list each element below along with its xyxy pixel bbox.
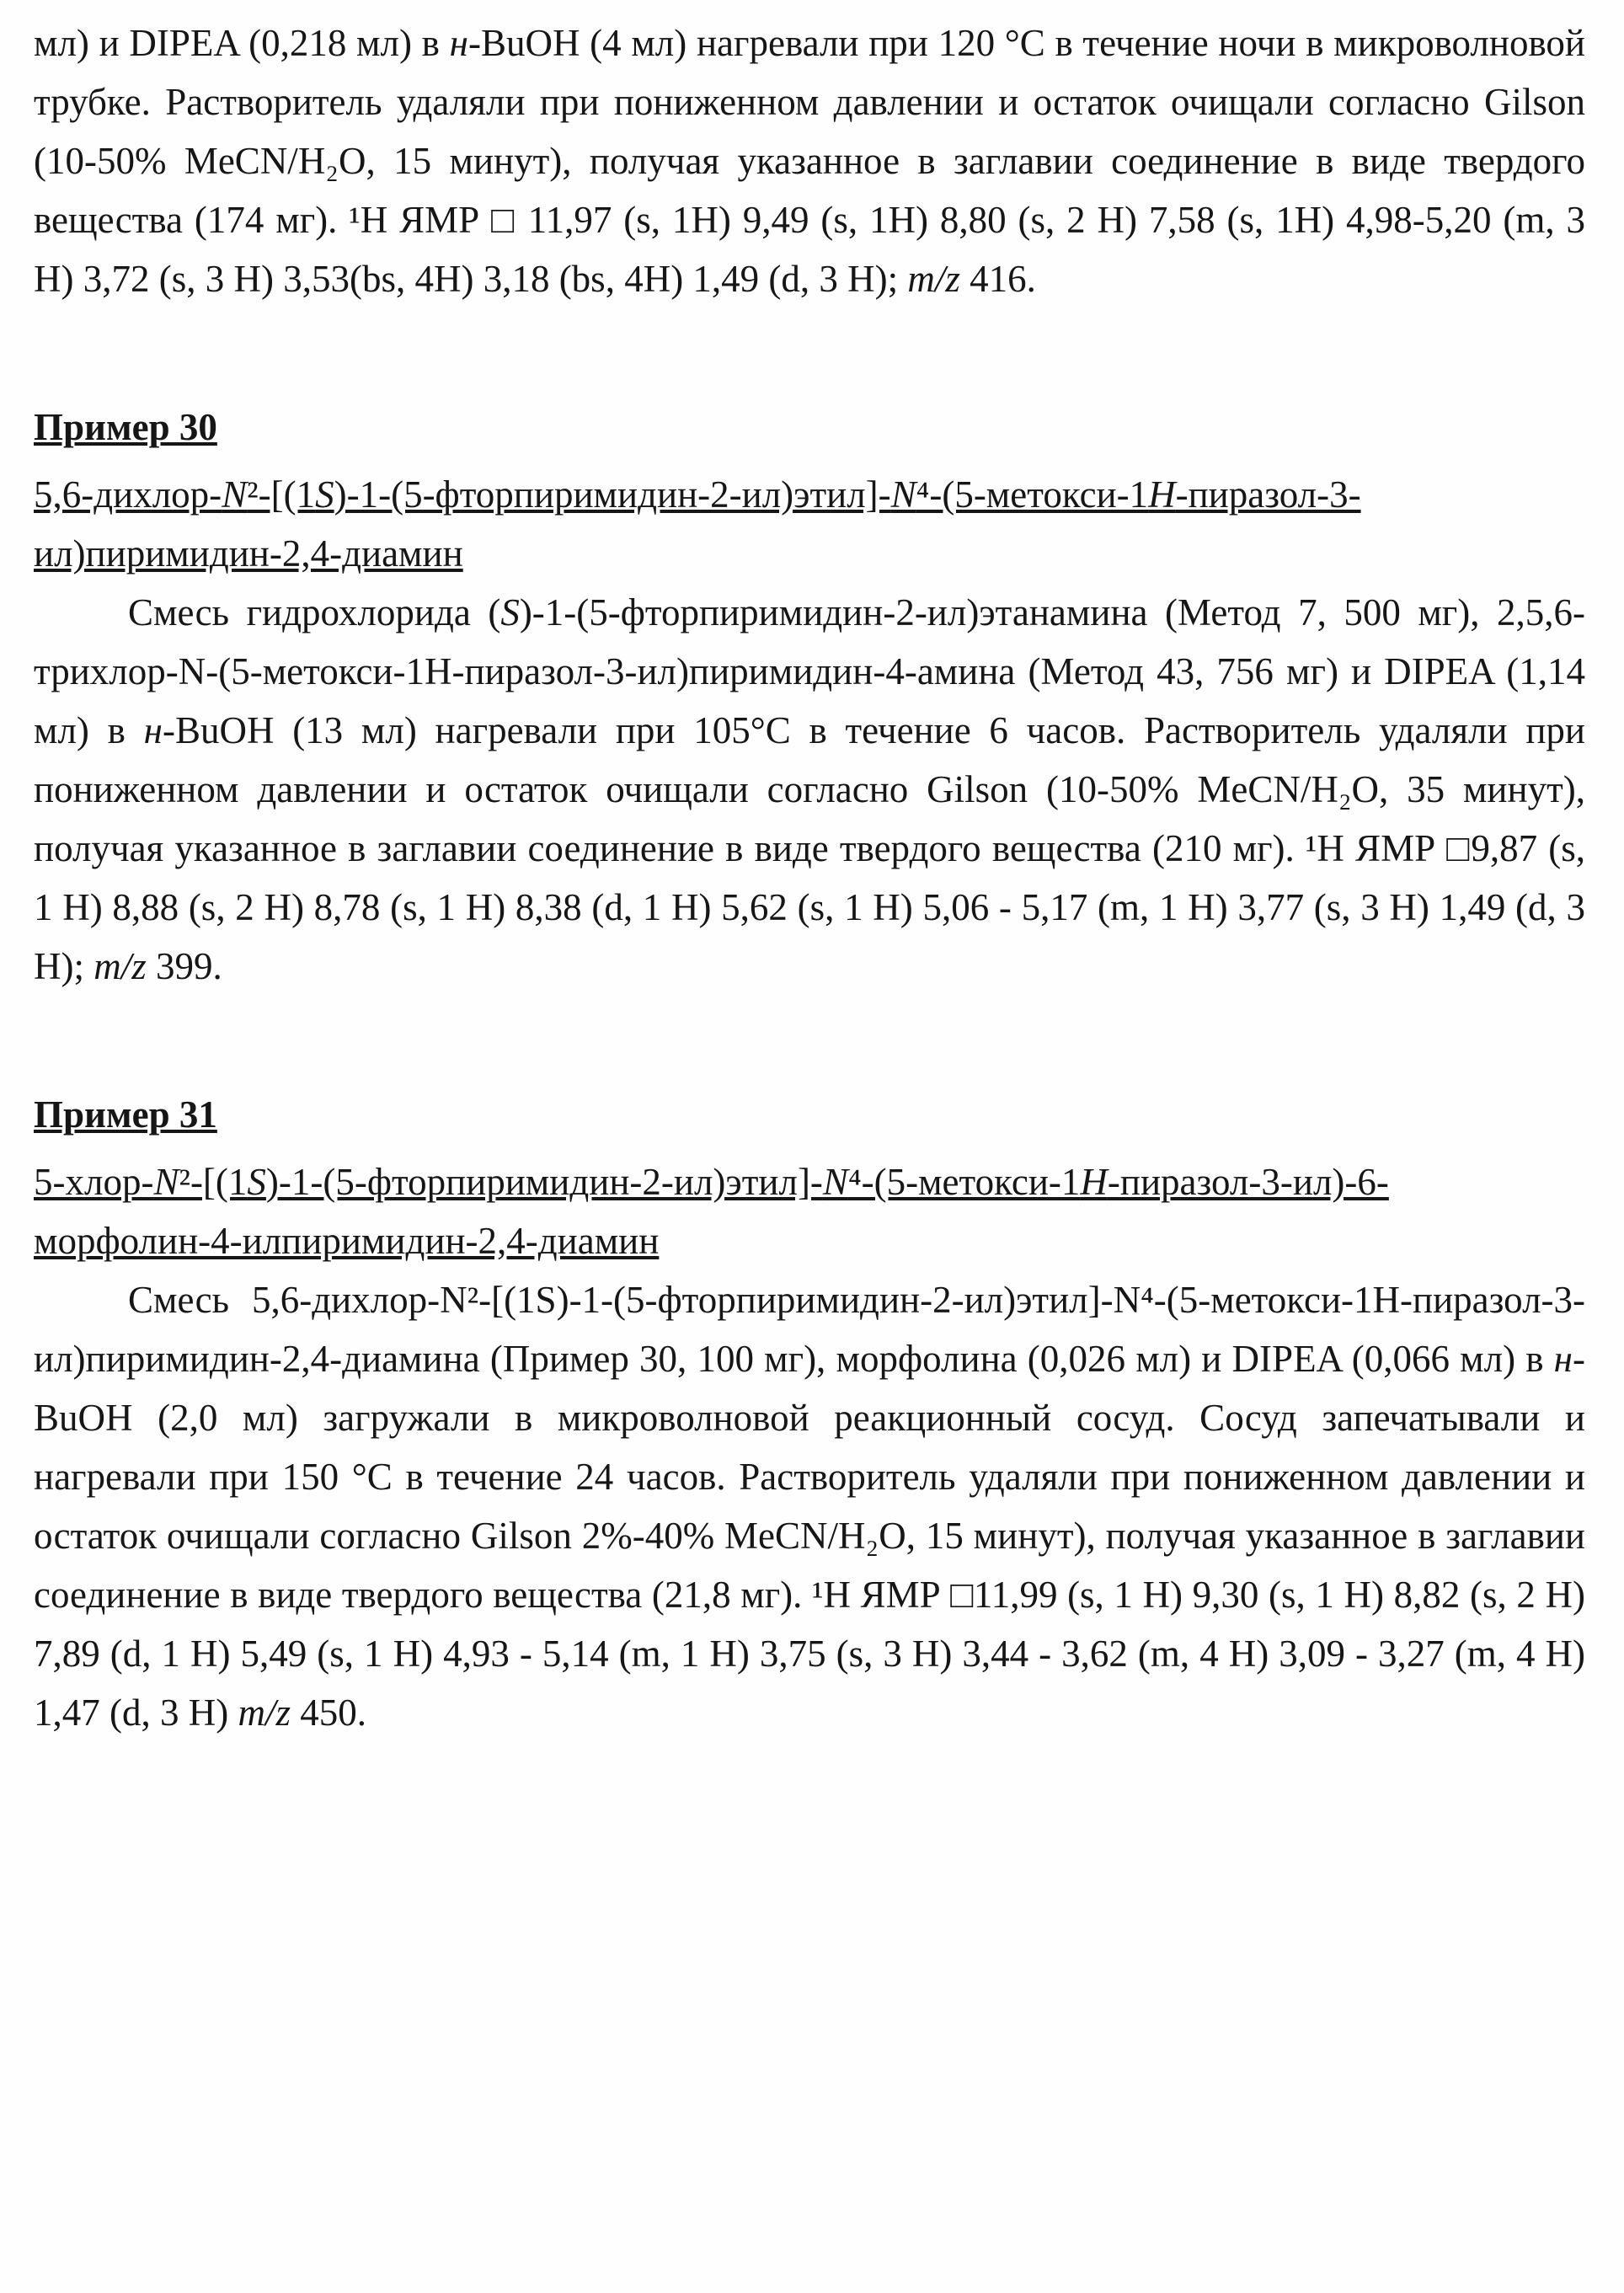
example-31-compound-name-run-7: H	[1080, 1161, 1108, 1203]
example-30-procedure-run-2: )-1-(5-фторпиримидин-2-ил)этанамина (Метод 7, 500 мг), 2,5,6-трихлор-N-(5-метокси-1H-пиразол-3-ил)пиримидин-4-амина (Метод 43, 756 мг) и DIPEA (1,14 мл) в	[34, 591, 1585, 751]
example-30-procedure-run-1: S	[500, 591, 520, 633]
example-30-heading	[34, 398, 1585, 457]
example-30-procedure-run-5: m/z	[93, 945, 147, 987]
example-31-heading-run-0: Пример 31	[34, 1093, 217, 1136]
paragraph-example29-continuation-run-0: мл) и DIPEA (0,218 мл) в	[34, 22, 450, 64]
example-30-procedure-run-3: н	[143, 709, 163, 751]
paragraph-example29-continuation-run-4: 416.	[959, 258, 1036, 300]
example-31-procedure-run-4: 450.	[290, 1692, 366, 1734]
example-31-compound-name-run-0: 5-хлор-	[34, 1161, 154, 1203]
example-31-compound-name-run-8: -пиразол-3-ил)-6-морфолин-4-илпиримидин-2,4-диамин	[34, 1161, 1389, 1262]
example-30-heading-run-0: Пример 30	[34, 406, 217, 448]
example-30-compound-name-run-8: -пиразол-3-ил)пиримидин-2,4-диамин	[34, 473, 1361, 575]
paragraph-example29-continuation-run-3: m/z	[907, 258, 960, 300]
example-31-procedure-run-1: н	[1553, 1338, 1573, 1380]
example-31-compound-name	[34, 1152, 1585, 1270]
example-31-procedure-run-0: Смесь 5,6-дихлор-N²-[(1S)-1-(5-фторпиримидин-2-ил)этил]-N⁴-(5-метокси-1H-пиразол-3-ил)пиримидин-2,4-диамина (Пример 30, 100 мг), морфолина (0,026 мл) и DIPEA (0,066 мл) в	[34, 1279, 1585, 1380]
example-30-compound-name-run-5: N	[890, 473, 916, 516]
example-31-compound-name-run-6: ⁴-(5-метокси-1	[847, 1161, 1081, 1203]
example-30-procedure-run-4: -BuOH (13 мл) нагревали при 105°C в течение 6 часов. Растворитель удаляли при пониженном давлении и остаток очищали согласно Gilson (10-50% MeCN/H₂O, 35 минут), получая указанное в заглавии соединение в виде твердого вещества (210 мг). ¹H ЯМР □9,87 (s, 1 H) 8,88 (s, 2 H) 8,78 (s, 1 H) 8,38 (d, 1 H) 5,62 (s, 1 H) 5,06 - 5,17 (m, 1 H) 3,77 (s, 3 H) 1,49 (d, 3 H);	[34, 709, 1585, 987]
example-30-compound-name-run-1: N	[222, 473, 248, 516]
paragraph-example29-continuation-run-1: н	[449, 22, 468, 64]
example-30-procedure	[34, 583, 1585, 996]
example-30-compound-name-run-6: ⁴-(5-метокси-1	[916, 473, 1149, 516]
example-30-procedure-run-6: 399.	[146, 945, 222, 987]
example-31-compound-name-run-4: )-1-(5-фторпиримидин-2-ил)этил]-	[265, 1161, 823, 1203]
example-30-compound-name	[34, 465, 1585, 583]
example-31-compound-name-run-3: S	[247, 1161, 266, 1203]
paragraph-example29-continuation-run-2: -BuOH (4 мл) нагревали при 120 °C в течение ночи в микроволновой трубке. Растворитель удаляли при пониженном давлении и остаток очищали согласно Gilson (10-50% MeCN/H₂O, 15 минут), получая указанное в заглавии соединение в виде твердого вещества (174 мг). ¹H ЯМР □ 11,97 (s, 1H) 9,49 (s, 1H) 8,80 (s, 2 H) 7,58 (s, 1H) 4,98-5,20 (m, 3 H) 3,72 (s, 3 H) 3,53(bs, 4H) 3,18 (bs, 4H) 1,49 (d, 3 H);	[34, 22, 1585, 300]
example-31-heading	[34, 1085, 1585, 1144]
example-31-procedure-run-2: -BuOH (2,0 мл) загружали в микроволновой реакционный сосуд. Сосуд запечатывали и нагревали при 150 °C в течение 24 часов. Растворитель удаляли при пониженном давлении и остаток очищали согласно Gilson 2%-40% MeCN/H₂O, 15 минут), получая указанное в заглавии соединение в виде твердого вещества (21,8 мг). ¹H ЯМР □11,99 (s, 1 H) 9,30 (s, 1 H) 8,82 (s, 2 H) 7,89 (d, 1 H) 5,49 (s, 1 H) 4,93 - 5,14 (m, 1 H) 3,75 (s, 3 H) 3,44 - 3,62 (m, 4 H) 3,09 - 3,27 (m, 4 H) 1,47 (d, 3 H)	[34, 1338, 1585, 1734]
example-30-compound-name-run-2: ²-[(1	[247, 473, 316, 516]
example-30-compound-name-run-0: 5,6-дихлор-	[34, 473, 222, 516]
document-blocks	[34, 13, 1585, 1742]
paragraph-example29-continuation	[34, 13, 1585, 308]
example-31-procedure-run-3: m/z	[238, 1692, 291, 1734]
example-30-compound-name-run-3: S	[315, 473, 334, 516]
example-30-procedure-run-0: Смесь гидрохлорида (	[128, 591, 501, 633]
example-30-compound-name-run-7: H	[1148, 473, 1176, 516]
example-31-procedure	[34, 1270, 1585, 1742]
example-31-compound-name-run-5: N	[822, 1161, 848, 1203]
example-30-compound-name-run-4: )-1-(5-фторпиримидин-2-ил)этил]-	[334, 473, 891, 516]
example-31-compound-name-run-1: N	[153, 1161, 179, 1203]
example-31-compound-name-run-2: ²-[(1	[179, 1161, 248, 1203]
